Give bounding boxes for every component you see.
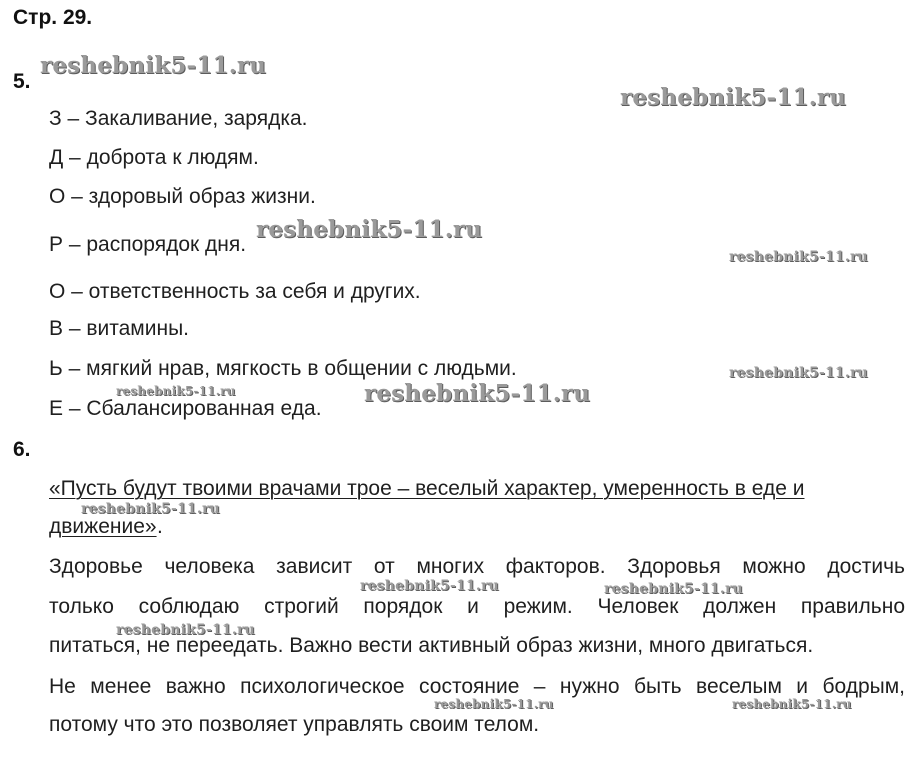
watermark: reshebnik5-11.ru (732, 697, 852, 711)
watermark: reshebnik5-11.ru (81, 501, 220, 517)
task-5-item: Д – доброта к людям. (49, 146, 259, 169)
paragraph-2-line: потому что это позволяет управлять своим телом. (49, 713, 540, 736)
quote-end-period: . (157, 515, 163, 538)
watermark: reshebnik5-11.ru (729, 249, 868, 265)
task-6-number: 6. (13, 438, 31, 461)
watermark: reshebnik5-11.ru (604, 581, 743, 597)
task-5-item: Ь – мягкий нрав, мягкость в общении с людьми. (49, 357, 517, 380)
paragraph-1-line: питаться, не переедать. Важно вести активный образ жизни, много двигаться. (49, 634, 814, 657)
watermark: reshebnik5-11.ru (434, 697, 554, 711)
quote-line-2: движение» (49, 515, 157, 538)
paragraph-1-line: Здоровье человека зависит от многих факторов. Здоровья можно достичь (49, 555, 905, 578)
watermark: reshebnik5-11.ru (256, 216, 483, 243)
page-title: Стр. 29. (13, 6, 93, 29)
paragraph-2-line: Не менее важно психологическое состояние – нужно быть веселым и бодрым, (49, 675, 905, 698)
watermark: reshebnik5-11.ru (360, 578, 499, 594)
watermark: reshebnik5-11.ru (116, 622, 255, 638)
watermark: reshebnik5-11.ru (364, 380, 591, 407)
task-5-item: З – Закаливание, зарядка. (49, 107, 308, 130)
quote-line-1: «Пусть будут твоими врачами трое – веселый характер, умеренность в еде и (49, 477, 805, 500)
watermark: reshebnik5-11.ru (729, 365, 868, 381)
task-5-item: В – витамины. (49, 317, 189, 340)
watermark: reshebnik5-11.ru (116, 384, 236, 398)
watermark: reshebnik5-11.ru (40, 52, 267, 79)
task-5-item: О – ответственность за себя и других. (49, 280, 421, 303)
paragraph-1-line: только соблюдаю строгий порядок и режим. Человек должен правильно (49, 595, 905, 618)
task-5-number: 5. (13, 70, 31, 93)
watermark: reshebnik5-11.ru (620, 84, 847, 111)
task-5-item: Р – распорядок дня. (49, 233, 247, 256)
task-5-item: Е – Сбалансированная еда. (49, 397, 322, 420)
task-5-item: О – здоровый образ жизни. (49, 185, 316, 208)
